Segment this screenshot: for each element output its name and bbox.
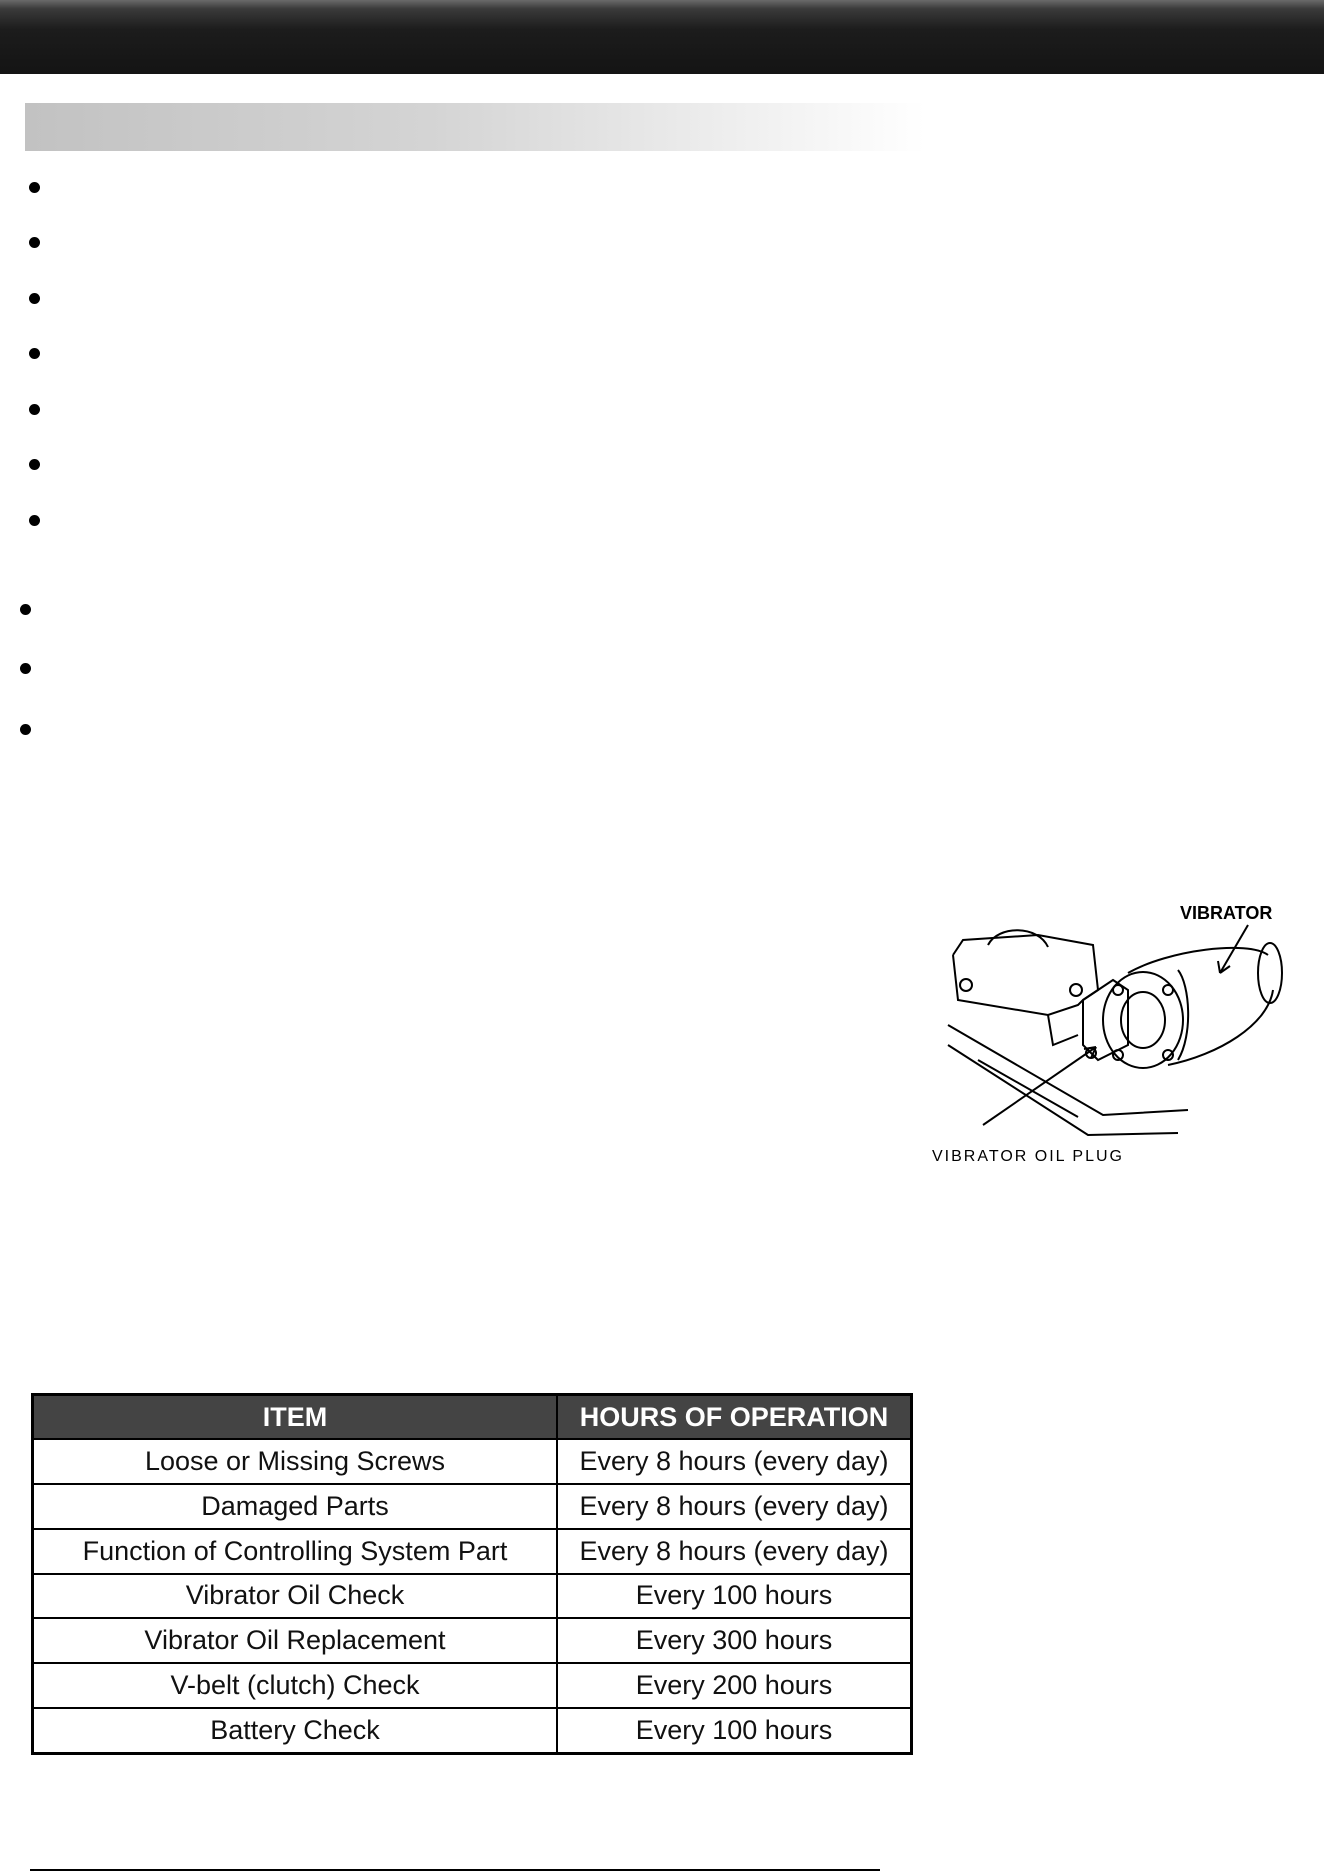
hours-cell: Every 8 hours (every day) — [557, 1439, 912, 1484]
vibrator-label: VIBRATOR — [1180, 903, 1273, 923]
vibrator-oil-plug-label: VIBRATOR OIL PLUG — [932, 1148, 1124, 1165]
item-cell: Function of Controlling System Part — [33, 1529, 558, 1574]
bullet-1 — [29, 182, 40, 193]
hours-cell: Every 300 hours — [557, 1618, 912, 1663]
bullet-10 — [20, 724, 31, 735]
item-cell: Vibrator Oil Replacement — [33, 1618, 558, 1663]
footer-divider — [30, 1869, 880, 1871]
bullet-3 — [29, 293, 40, 304]
table-row — [33, 1439, 912, 1484]
bullet-4 — [29, 348, 40, 359]
item-cell: Battery Check — [33, 1708, 558, 1753]
table-header-row — [33, 1395, 912, 1440]
hours-cell: Every 8 hours (every day) — [557, 1484, 912, 1529]
section-heading-bar — [25, 103, 925, 151]
maintenance-schedule-table — [31, 1393, 913, 1755]
bullet-2 — [29, 237, 40, 248]
table-row — [33, 1618, 912, 1663]
hours-cell: Every 200 hours — [557, 1663, 912, 1708]
bullet-9 — [20, 663, 31, 674]
bullet-6 — [29, 459, 40, 470]
header-bar — [0, 0, 1324, 74]
vibrator-drawing — [928, 895, 1298, 1180]
bullet-7 — [29, 515, 40, 526]
bullet-8 — [20, 604, 31, 615]
item-cell: Loose or Missing Screws — [33, 1439, 558, 1484]
column-header-item: ITEM — [33, 1395, 558, 1440]
item-cell: Damaged Parts — [33, 1484, 558, 1529]
table-row — [33, 1529, 912, 1574]
vibrator-diagram — [928, 895, 1298, 1180]
table-row — [33, 1708, 912, 1753]
table-row — [33, 1484, 912, 1529]
hours-cell: Every 100 hours — [557, 1574, 912, 1619]
column-header-hours: HOURS OF OPERATION — [557, 1395, 912, 1440]
hours-cell: Every 8 hours (every day) — [557, 1529, 912, 1574]
table-row — [33, 1574, 912, 1619]
table-row — [33, 1663, 912, 1708]
hours-cell: Every 100 hours — [557, 1708, 912, 1753]
item-cell: V-belt (clutch) Check — [33, 1663, 558, 1708]
bullet-5 — [29, 404, 40, 415]
item-cell: Vibrator Oil Check — [33, 1574, 558, 1619]
